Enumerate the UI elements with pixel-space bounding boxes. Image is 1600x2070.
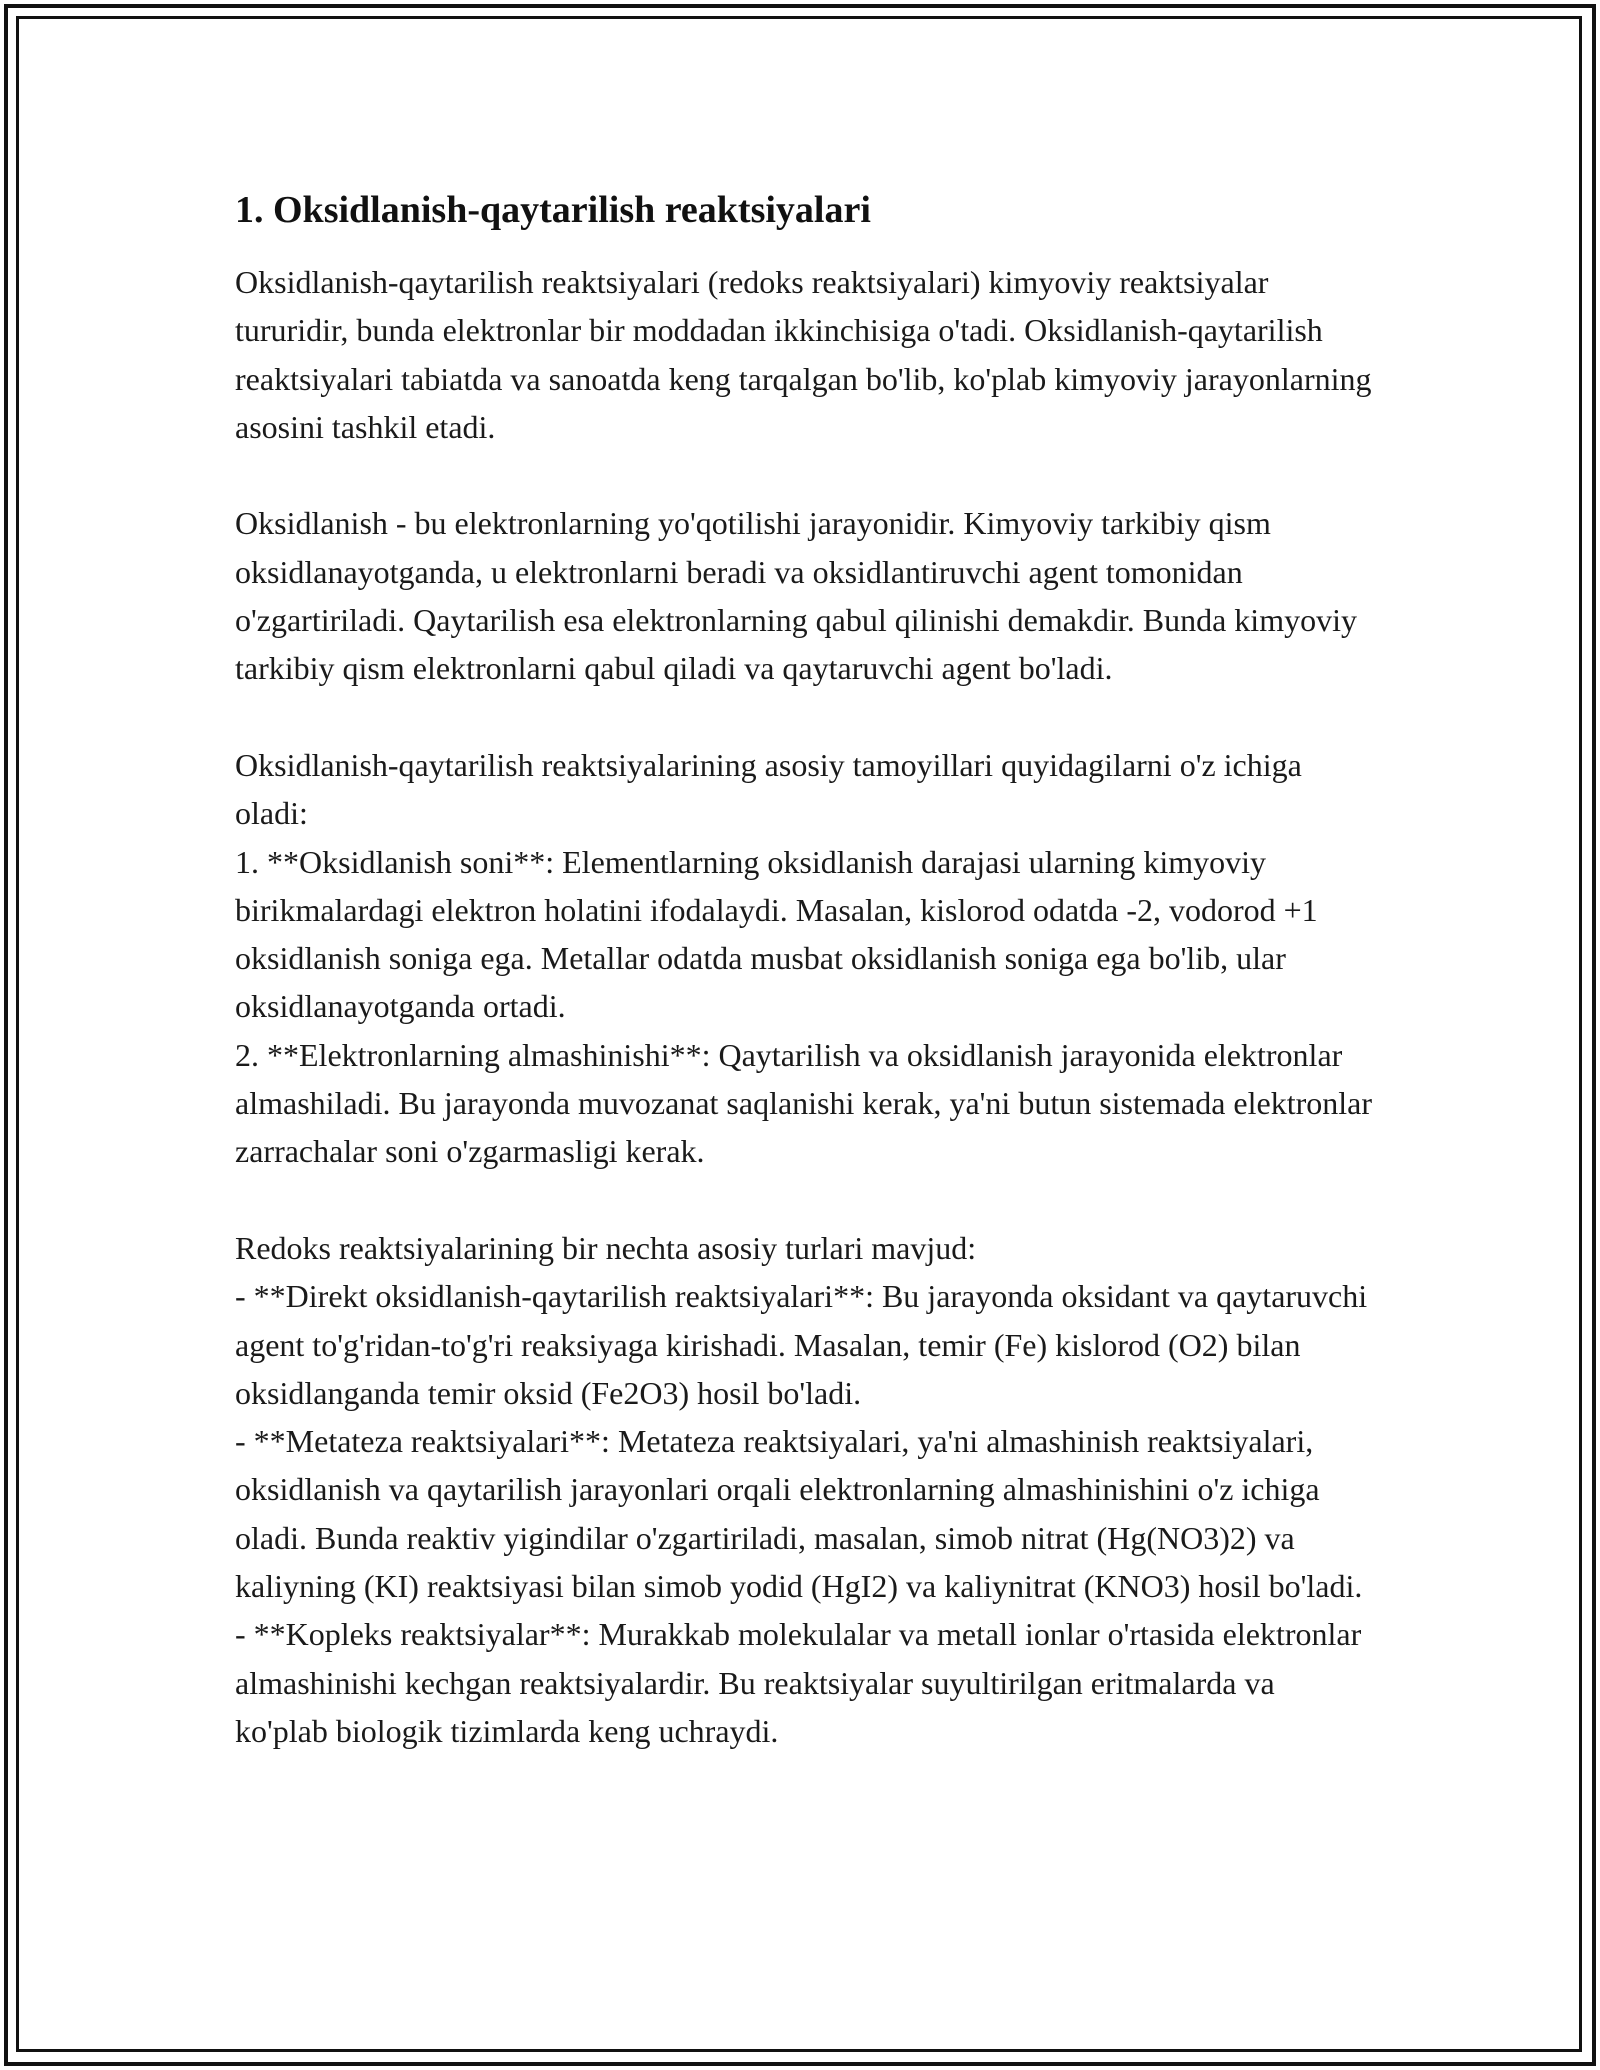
- types-block: [235, 1224, 1375, 1755]
- paragraph-oxidation-definition: Oksidlanish - bu elektronlarning yo'qotilishi jarayonidir. Kimyoviy tarkibiy qism oksidlanayotganda, u elektronlarni beradi va oksidlantiruvchi agent tomonidan o'zgartiriladi. Qaytarilish esa elektronlarning qabul qilinishi demakdir. Bunda kimyoviy tarkibiy qism elektronlarni qabul qiladi va qaytaruvchi agent bo'ladi.: [235, 505, 1357, 687]
- principles-block: [235, 741, 1375, 1176]
- paragraph-spacer: [235, 1176, 1375, 1224]
- document-body: [235, 186, 1375, 1755]
- principle-item-oxidation-number: 1. **Oksidlanish soni**: Elementlarning oksidlanish darajasi ularning kimyoviy birikmalardagi elektron holatini ifodalaydi. Masalan, kislorod odatda -2, vodorod +1 oksidlanish soniga ega. Metallar odatda musbat oksidlanish soniga ega bo'lib, ular oksidlanayotganda ortadi.: [235, 843, 1318, 1025]
- types-intro: Redoks reaktsiyalarining bir nechta asosiy turlari mavjud:: [235, 1229, 977, 1266]
- section-title: 1. Oksidlanish-qaytarilish reaktsiyalari: [235, 189, 871, 231]
- type-item-direct-redox: - **Direkt oksidlanish-qaytarilish reaktsiyalari**: Bu jarayonda oksidant va qaytaruvchi agent to'g'ridan-to'g'ri reaksiyaga kirishadi. Masalan, temir (Fe) kislorod (O2) bilan oksidlanganda temir oksid (Fe2O3) hosil bo'ladi.: [235, 1278, 1368, 1411]
- type-item-metathesis: - **Metateza reaktsiyalari**: Metateza reaktsiyalari, ya'ni almashinish reaktsiyalari, oksidlanish va qaytarilish jarayonlari orqali elektronlarning almashinishini o'z ichiga oladi. Bunda reaktiv yigindilar o'zgartiriladi, masalan, simob nitrat (Hg(NO3)2) va kaliyning (KI) reaktsiyasi bilan simob yodid (HgI2) va kaliynitrat (KNO3) hosil bo'ladi.: [235, 1423, 1363, 1605]
- paragraph-spacer: [235, 451, 1375, 499]
- principle-item-electron-exchange: 2. **Elektronlarning almashinishi**: Qaytarilish va oksidlanish jarayonida elektronlar almashiladi. Bu jarayonda muvozanat saqlanishi kerak, ya'ni butun sistemada elektronlar zarrachalar soni o'zgarmasligi kerak.: [235, 1036, 1372, 1170]
- paragraph-intro: Oksidlanish-qaytarilish reaktsiyalari (redoks reaktsiyalari) kimyoviy reaktsiyalar tururidir, bunda elektronlar bir moddadan ikkinchisiga o'tadi. Oksidlanish-qaytarilish reaktsiyalari tabiatda va sanoatda keng tarqalgan bo'lib, ko'plab kimyoviy jarayonlarning asosini tashkil etadi.: [235, 264, 1372, 445]
- paragraph-spacer: [235, 693, 1375, 741]
- type-item-complex: - **Kopleks reaktsiyalar**: Murakkab molekulalar va metall ionlar o'rtasida elektronlar almashinishi kechgan reaktsiyalardir. Bu reaktsiyalar suyultirilgan eritmalarda va ko'plab biologik tizimlarda keng uchraydi.: [235, 1616, 1362, 1749]
- principles-intro: Oksidlanish-qaytarilish reaktsiyalarining asosiy tamoyillari quyidagilarni o'z ichiga oladi:: [235, 746, 1302, 832]
